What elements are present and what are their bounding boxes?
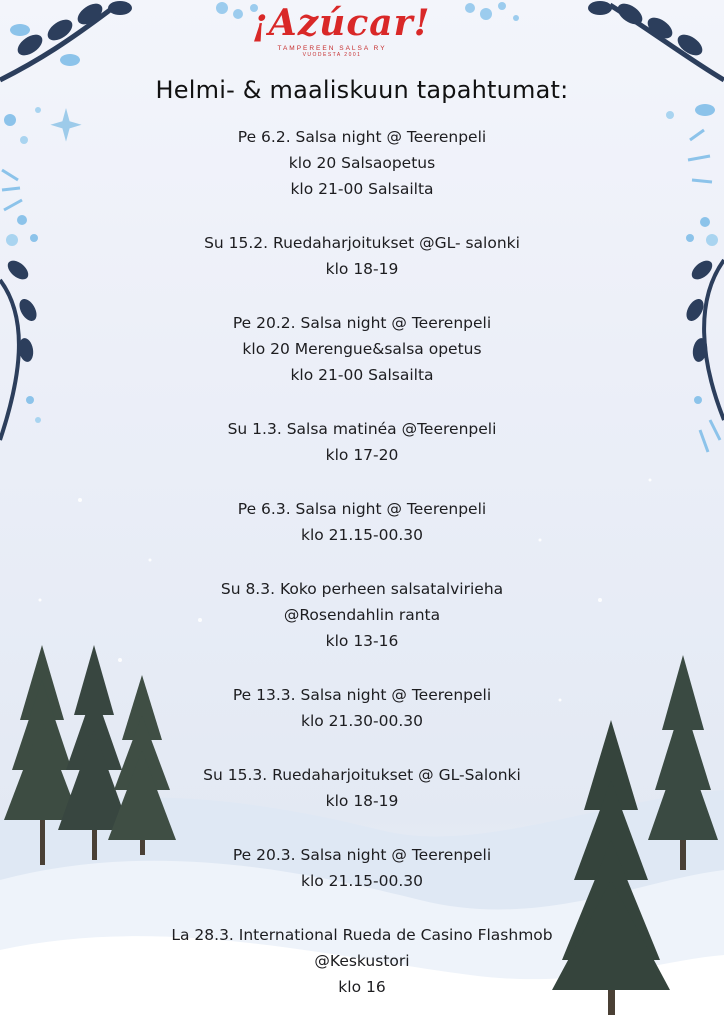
logo-wordmark: ¡Azúcar! <box>252 2 431 44</box>
event-line: klo 21-00 Salsailta <box>290 180 434 198</box>
event-item <box>0 310 724 388</box>
event-line: Su 15.3. Ruedaharjoitukset @ GL-Salonki <box>203 766 521 784</box>
event-line: klo 21.15-00.30 <box>300 526 424 544</box>
event-line: klo 17-20 <box>325 446 399 464</box>
event-line: klo 21-00 Salsailta <box>290 366 434 384</box>
event-item <box>0 842 724 894</box>
event-line: Pe 6.3. Salsa night @ Teerenpeli <box>237 500 487 518</box>
event-list <box>0 124 724 1024</box>
event-line: klo 21.30-00.30 <box>300 712 424 730</box>
azucar-logo <box>252 2 431 72</box>
event-item <box>0 762 724 814</box>
event-line: klo 20 Salsaopetus <box>288 154 436 172</box>
event-item <box>0 124 724 202</box>
event-line: klo 18-19 <box>325 260 399 278</box>
event-line: klo 21.15-00.30 <box>300 872 424 890</box>
event-line: klo 18-19 <box>325 792 399 810</box>
leaf-cluster-top-left <box>0 0 132 144</box>
event-line: klo 16 <box>338 978 386 996</box>
event-line: Pe 6.2. Salsa night @ Teerenpeli <box>237 128 487 146</box>
event-item <box>0 922 724 1000</box>
event-item <box>0 416 724 468</box>
event-line: La 28.3. International Rueda de Casino Flashmob <box>171 926 553 944</box>
page-title: Helmi- & maaliskuun tapahtumat: <box>155 76 569 104</box>
event-line: klo 20 Merengue&salsa opetus <box>242 340 482 358</box>
event-line: Su 1.3. Salsa matinéa @Teerenpeli <box>227 420 497 438</box>
event-line: Su 15.2. Ruedaharjoitukset @GL- salonki <box>204 234 520 252</box>
event-line: @Keskustori <box>314 952 410 970</box>
event-line: Pe 13.3. Salsa night @ Teerenpeli <box>232 686 492 704</box>
event-item <box>0 496 724 548</box>
event-line: Pe 20.2. Salsa night @ Teerenpeli <box>232 314 492 332</box>
event-item <box>0 576 724 654</box>
event-item <box>0 230 724 282</box>
logo-subtitle: TAMPEREEN SALSA RY <box>277 45 387 52</box>
event-line: Pe 20.3. Salsa night @ Teerenpeli <box>232 846 492 864</box>
event-line: Su 8.3. Koko perheen salsatalvirieha <box>220 580 504 598</box>
event-item <box>0 682 724 734</box>
logo-year: VUODESTA 2001 <box>302 52 362 58</box>
event-line: @Rosendahlin ranta <box>283 606 441 624</box>
event-line: klo 13-16 <box>325 632 399 650</box>
